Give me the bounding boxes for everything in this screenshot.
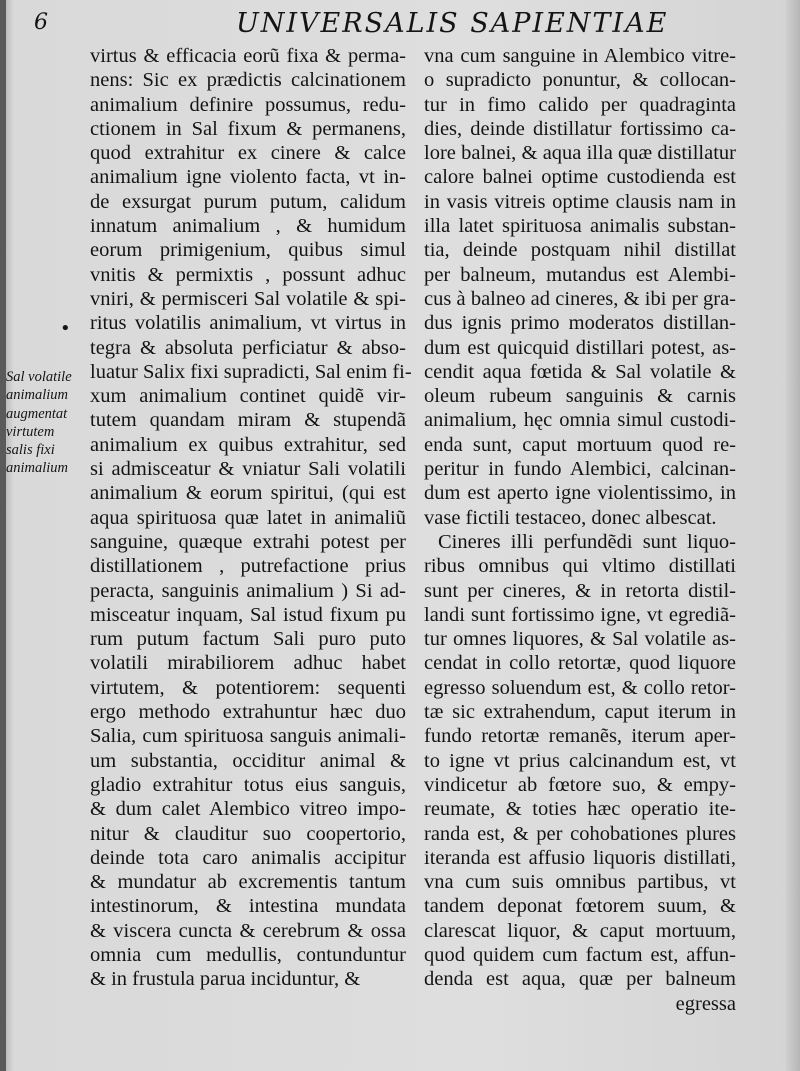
text-line: & mundatur ab excrementis tantum bbox=[90, 871, 406, 894]
text-line: tæ sic extrahendum, caput iterum in bbox=[424, 701, 736, 724]
text-line: cus à balneo ad cineres, & ibi per gra- bbox=[424, 287, 736, 310]
right-column bbox=[424, 44, 736, 1016]
text-line: quod quidem cum factum est, affun- bbox=[424, 943, 736, 966]
text-line: sanguine, quæque extrahi potest per bbox=[90, 530, 406, 553]
text-line: vnitis & permixtis , possunt adhuc bbox=[90, 263, 406, 286]
text-line: virtus & efficacia eorũ fixa & perma- bbox=[90, 45, 406, 67]
gutter-shadow bbox=[0, 0, 6, 1071]
text-line: peritur in fundo Alembici, calcinan- bbox=[424, 458, 736, 481]
text-line: landi sunt fortissimo igne, vt egrediã- bbox=[424, 603, 736, 626]
text-line: rum putum factum Sali puro puto bbox=[90, 628, 406, 651]
text-line: aqua spirituosa quæ latet in animaliũ bbox=[90, 506, 406, 529]
page-edge bbox=[786, 0, 800, 1071]
text-line: calore balnei optime custodienda est bbox=[424, 166, 736, 189]
text-line: & viscera cuncta & cerebrum & ossa bbox=[90, 919, 406, 942]
text-line: deinde tota caro animalis accipitur bbox=[90, 846, 406, 869]
text-line: Salia, cum spirituosa sanguis animali- bbox=[90, 725, 406, 748]
text-line: si admisceatur & vniatur Sali volatili bbox=[90, 458, 406, 481]
text-line: omnia cum medullis, contunduntur bbox=[90, 943, 406, 966]
text-line: dum est aperto igne violentissimo, in bbox=[424, 482, 736, 505]
text-line: nitur & clauditur suo coopertorio, bbox=[90, 822, 406, 845]
text-line: per balneum, mutandus est Alembi- bbox=[424, 263, 736, 286]
text-line: enda sunt, caput mortuum quod re- bbox=[424, 433, 736, 456]
text-line: denda est aqua, quæ per balneum bbox=[424, 968, 736, 991]
text-line: egresso soluendum est, & collo retor- bbox=[424, 676, 736, 699]
margin-note-line: augmentat bbox=[6, 405, 68, 422]
text-line: um substantia, occiditur animal & bbox=[90, 749, 406, 772]
text-line: fundo retortæ remanẽs, iterum aper- bbox=[424, 725, 736, 748]
margin-note bbox=[6, 368, 88, 478]
text-line: animalium, hęc omnia simul custodi- bbox=[424, 409, 736, 432]
text-line: animalium igne violento facta, vt in- bbox=[90, 166, 406, 189]
text-line: illa latet spirituosa animalis substan- bbox=[424, 215, 736, 238]
text-line: nens: Sic ex prædictis calcinationem bbox=[90, 69, 406, 92]
text-line: tandem deponat fœtorem suum, & bbox=[424, 895, 736, 918]
text-line: iteranda est affusio liquoris distillati, bbox=[424, 846, 736, 869]
text-line: lore balnei, & aqua illa quæ distillatur bbox=[424, 142, 736, 165]
text-line: sunt per cineres, & in retorta distil- bbox=[424, 579, 736, 602]
text-line: xum animalium continet quidẽ vir- bbox=[90, 385, 406, 408]
text-line: dum est quicquid distillari potest, as- bbox=[424, 336, 736, 359]
text-line: randa est, & per cohobationes plures bbox=[424, 822, 736, 845]
text-line: in vasis vitreis optime clausis nam in bbox=[424, 190, 736, 213]
text-line: vniri, & permisceri Sal volatile & spi- bbox=[90, 287, 406, 310]
text-line: tegra & absoluta perficiatur & abso- bbox=[90, 336, 406, 359]
text-line: virtutem, & potentiorem: sequenti bbox=[90, 676, 406, 699]
text-line: oleum rubeum sanguinis & carnis bbox=[424, 385, 736, 408]
text-line: Cineres illi perfundẽdi sunt liquo- bbox=[438, 530, 736, 553]
text-line: innatum animalium , & humidum bbox=[90, 215, 406, 238]
text-line: vna cum suis omnibus partibus, vt bbox=[424, 871, 736, 894]
page-header bbox=[0, 6, 800, 40]
text-line: tutem quandam miram & stupendã bbox=[90, 409, 406, 432]
text-line: luatur Salix fixi supradicti, Sal enim fi- bbox=[90, 360, 412, 383]
text-line: cendit aqua fœtida & Sal volatile & bbox=[424, 360, 736, 383]
text-line: animalium definire possumus, redu- bbox=[90, 93, 406, 116]
margin-note-line: animalium bbox=[6, 460, 69, 477]
margin-note-line: animalium bbox=[6, 387, 69, 404]
text-line: reumate, & toties hæc operatio ite- bbox=[424, 798, 736, 821]
text-line: clarescat liquor, & caput mortuum, bbox=[424, 919, 736, 942]
text-line: animalium ex quibus extrahitur, sed bbox=[90, 433, 406, 456]
text-line: tia, deinde postquam nihil distillat bbox=[424, 239, 736, 262]
text-line: ribus omnibus qui vltimo distillati bbox=[424, 555, 736, 578]
text-line: volatili mirabiliorem adhuc habet bbox=[90, 652, 406, 675]
page-number: 6 bbox=[34, 10, 48, 35]
text-line: vindicetur ab fœtore suo, & empy- bbox=[424, 773, 736, 796]
text-line: intestinorum, & intestina mundata bbox=[90, 895, 406, 918]
text-line: tur in fimo calido per quadraginta bbox=[424, 93, 736, 116]
text-line: distillationem , putrefactione prius bbox=[90, 555, 406, 578]
text-line: & in frustula parua inciduntur, & bbox=[90, 968, 361, 991]
text-line: to igne vt prius calcinandum est, vt bbox=[424, 749, 736, 772]
text-line: o supradicto ponuntur, & collocan- bbox=[424, 69, 736, 92]
text-line: eorum primigenium, quibus simul bbox=[90, 239, 406, 262]
running-title: UNIVERSALIS SAPIENTIAE bbox=[236, 8, 669, 39]
margin-dot: • bbox=[60, 318, 71, 339]
text-line: peracta, sanguinis animalium ) Si ad- bbox=[90, 579, 406, 602]
text-line: gladio extrahitur totus eius sanguis, bbox=[90, 773, 406, 796]
left-column bbox=[90, 44, 412, 992]
text-line: cendat in collo retortæ, quod liquore bbox=[424, 652, 736, 675]
margin-note-line: Sal volatile bbox=[6, 369, 72, 385]
text-line: animalium & eorum spiritui, (qui est bbox=[90, 482, 406, 505]
text-line: ctionem in Sal fixum & permanens, bbox=[90, 117, 406, 140]
text-line: misceatur inquam, Sal istud fixum pu bbox=[90, 603, 406, 626]
text-line: dus ignis primo moderatos distillan- bbox=[424, 312, 736, 335]
text-line: vase fictili testaceo, donec albescat. bbox=[424, 506, 717, 529]
text-line: quod extrahitur ex cinere & calce bbox=[90, 142, 406, 165]
text-line: ergo methodo extrahuntur hæc duo bbox=[90, 701, 406, 724]
text-line: dies, deinde distillatur fortissimo ca- bbox=[424, 117, 736, 140]
text-line: vna cum sanguine in Alembico vitre- bbox=[424, 45, 736, 67]
margin-note-line: virtutem bbox=[6, 423, 55, 440]
text-line: de exsurgat purum putum, calidum bbox=[90, 190, 406, 213]
text-line: ritus volatilis animalium, vt virtus in bbox=[90, 312, 406, 335]
catchword: egressa bbox=[675, 992, 736, 1015]
text-line: & dum calet Alembico vitreo impo- bbox=[90, 798, 406, 821]
text-line: tur omnes liquores, & Sal volatile as- bbox=[424, 628, 736, 651]
margin-note-line: salis fixi bbox=[6, 442, 55, 459]
